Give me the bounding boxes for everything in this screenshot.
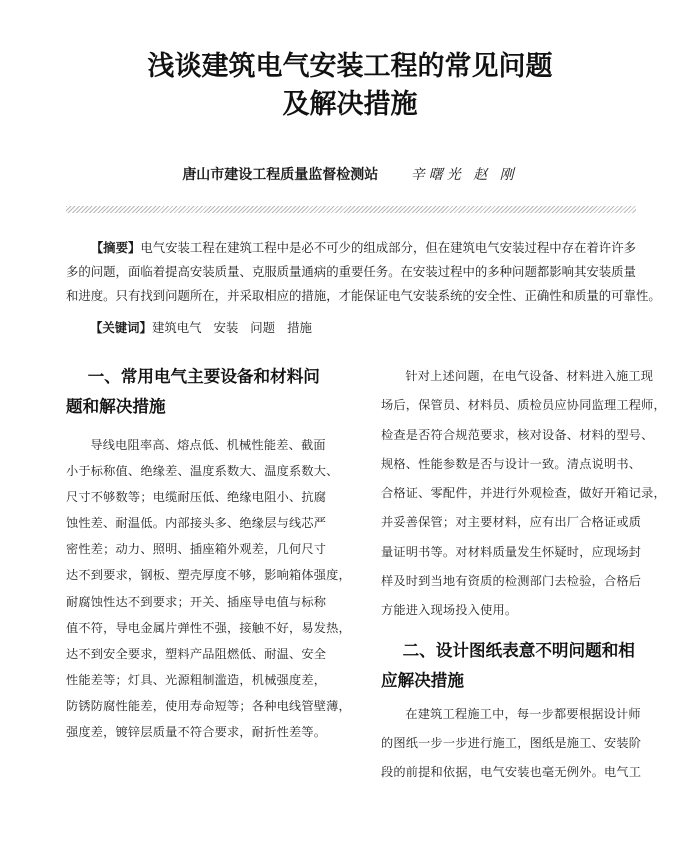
right-paragraph: 针对上述问题，在电气设备、材料进入施工现 场后，保管员、材料员、质检员应协同监理工程师， 检查是否符合规范要求，核对设备、材料的型号、 规格、性能参数是否与设计一致。清点说明书、 合格证、零配件，并进行外观检查，做好开箱记录， 并妥善保管；对主要材料，应有出厂合格证或质 量证明书等。对材料质量发生怀疑时，应现场封 样及时到当地有资质的检测部门去检验，合格后 方能进入现场投入使用。 [381, 369, 666, 618]
abstract-line: 多的问题，面临着提高安装质量、克服质量通病的重要任务。在安装过程中的多种问题都影响其安装质量 [66, 264, 636, 279]
affiliation: 唐山市建设工程质量监督检测站 [182, 167, 379, 183]
keyword: 问题 [250, 320, 276, 335]
hatched-divider [66, 206, 636, 213]
paper-title [0, 48, 700, 124]
abstract-line: 和进度。只有找到问题所在，并采取相应的措施，才能保证电气安装系统的安全性、正确性和质量的可靠性。 [66, 288, 661, 303]
title-line-2: 及解决措施 [282, 89, 418, 120]
section-2-heading: 二、设计图纸表意不明问题和相 应解决措施 [381, 640, 635, 690]
left-column [66, 362, 351, 745]
abstract-line: 【摘要】电气安装工程在建筑工程中是必不可少的组成部分，但在建筑电气安装过程中存在着许许多 [90, 240, 636, 255]
section-1-heading: 一、常用电气主要设备和材料问 题和解决措施 [66, 367, 320, 416]
keywords-label: 【关键词】 [90, 320, 152, 335]
section-2-body: 在建筑工程施工中，每一步都要根据设计师 的图纸一步一步进行施工，图纸是施工、安装阶 段的前提和依据，电气安装也毫无例外。电气工 [381, 706, 642, 780]
keyword: 措施 [287, 320, 312, 335]
section-1-body: 导线电阻率高、熔点低、机械性能差、截面 小于标称值、绝缘差、温度系数大、温度系数大、 尺寸不够数等；电缆耐压低、绝缘电阻小、抗腐 蚀性差、耐温低。内部接头多、绝缘层与线芯严 密性差；动力、照明、插座箱外观差，几何尺寸 达不到要求，钢板、塑壳厚度不够，影响箱体强度， 耐腐蚀性达不到要求；开关、插座导电值与标称 值不符，导电金属片弹性不强，接触不好，易发热， 达不到安全要求，塑料产品阻燃低、耐温、安全 性能差等；灯具、光源粗制滥造，机械强度差， 防锈防腐性能差，使用寿命短等；各种电线管壁薄， 强度差，镀锌层质量不符合要求，耐折性差等。 [66, 438, 351, 740]
byline [0, 164, 700, 184]
abstract [66, 236, 661, 308]
keyword: 安装 [213, 320, 239, 335]
right-column [381, 362, 666, 788]
title-line-1: 浅谈建筑电气安装工程的常见问题 [147, 51, 553, 82]
keywords [90, 318, 324, 338]
authors: 辛曙光 赵 刚 [410, 167, 518, 183]
abstract-label: 【摘要】 [90, 240, 141, 255]
keyword: 建筑电气 [151, 320, 202, 335]
